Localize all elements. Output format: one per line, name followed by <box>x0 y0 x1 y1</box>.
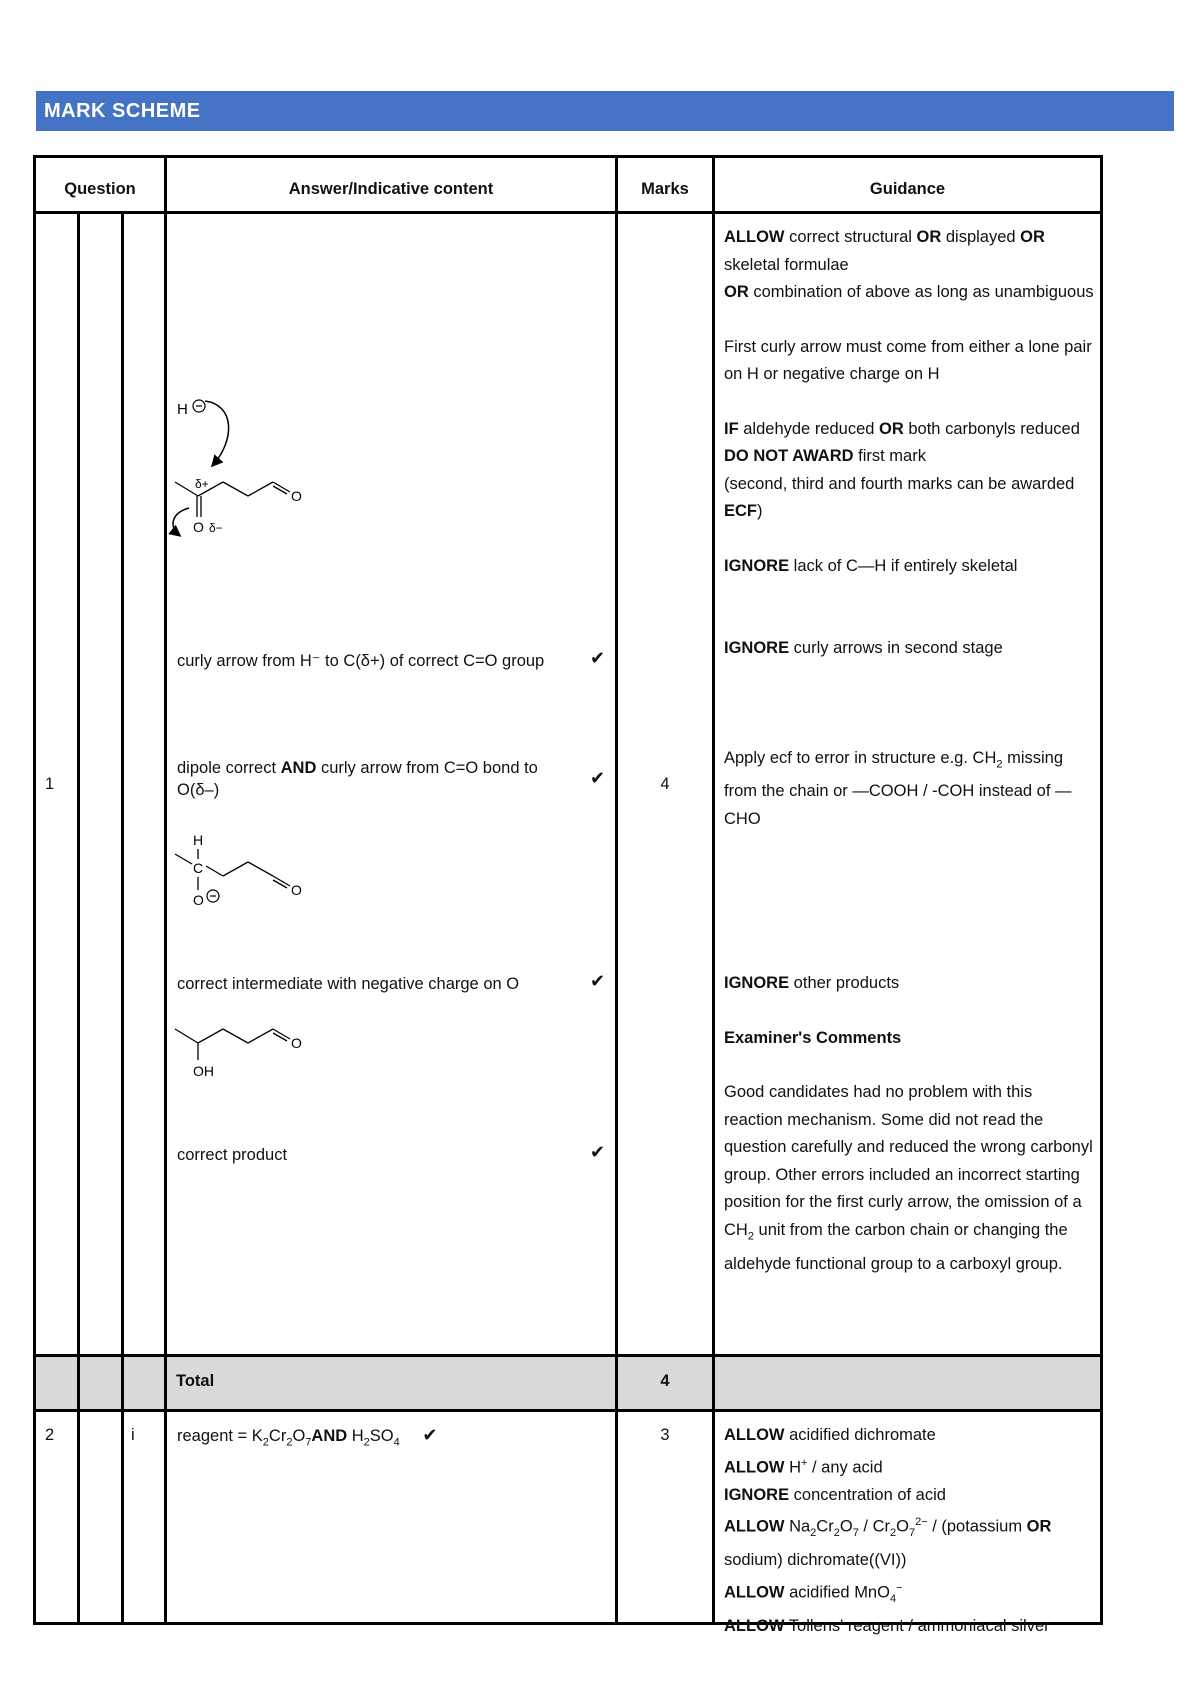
tick-icon: ✔ <box>590 971 606 991</box>
answer-line-2 <box>177 757 577 801</box>
intermediate-structure <box>165 830 365 920</box>
total-label: Total <box>176 1372 215 1390</box>
answer-line-2-pre: dipole correct <box>177 759 281 777</box>
guidance-apply-ecf: Apply ecf to error in structure e.g. $CH_2$ missing from the chain or —COOH / -COH instead of —CHO <box>724 748 1072 828</box>
header-guidance: Guidance <box>869 180 946 198</box>
aldehyde-o-label: O <box>291 488 302 504</box>
total-marks: 4 <box>660 1372 670 1390</box>
intermediate-o-right: O <box>291 882 302 898</box>
guidance-or-combination: OR combination of above as long as unambiguous <box>724 283 1094 301</box>
guidance-ignore-concentration: IGNORE concentration of acid <box>724 1485 946 1504</box>
product-oh-label: OH <box>193 1063 214 1079</box>
answer-line-4: correct product <box>177 1146 288 1164</box>
answer-line-1: curly arrow from H⁻ to C(δ+) of correct C=O group <box>177 652 545 670</box>
examiners-comments-text: Good candidates had no problem with this reaction mechanism. Some did not read the question carefully and reduced the wrong carbonyl group. Other errors included an incorrect starting position for the first curly arrow, the omission of a $CH_2$ unit from the carbon chain or changing the aldehyde functional group to a carboxyl group. <box>724 1083 1093 1273</box>
answer-line-2-post: curly arrow from C=O bond to O(δ–) <box>177 759 538 799</box>
answer-line-2-bold: AND <box>280 759 317 777</box>
guidance-ecf: (second, third and fourth marks can be awarded ECF) <box>724 474 1075 520</box>
guidance-allow-permanganate: ALLOW acidified MnO$_4$− <box>724 1581 903 1605</box>
q2-marks: 3 <box>660 1426 670 1444</box>
intermediate-c-label: C <box>193 860 204 876</box>
guidance-allow-formulae: ALLOW correct structural OR displayed OR skeletal formulae <box>724 228 1045 274</box>
examiners-comments-heading: Examiner's Comments <box>724 1028 902 1047</box>
q2-answer: reagent = $K_2Cr_2O_7AND$ $H_2SO_4$ ✔ <box>177 1425 438 1449</box>
header-marks: Marks <box>641 180 689 198</box>
delta-minus-label: δ− <box>209 521 223 535</box>
tick-icon: ✔ <box>590 648 606 668</box>
guidance-allow-acid: ALLOW H+ / any acid <box>724 1456 883 1476</box>
intermediate-o-bottom: O <box>193 892 204 908</box>
mechanism-structure-1 <box>165 395 365 555</box>
ketone-o-label: O <box>193 519 204 535</box>
guidance-allow-dichromate: ALLOW acidified dichromate <box>724 1426 936 1444</box>
q2-guidance <box>724 1422 1094 1641</box>
q1-number: 1 <box>45 775 55 793</box>
q2-part: i <box>131 1426 135 1444</box>
guidance-if-aldehyde: IF aldehyde reduced OR both carbonyls reduced <box>724 419 1080 438</box>
guidance-first-arrow: First curly arrow must come from either a lone pair on H or negative charge on H <box>724 337 1092 383</box>
q1-marks: 4 <box>660 775 670 793</box>
intermediate-h-label: H <box>193 832 204 848</box>
guidance-allow-sodium-dichromate: ALLOW $Na_2Cr_2O_7 / Cr_2O_7^{2-}$ / (potassium OR sodium) dichromate((VI)) <box>724 1516 1052 1570</box>
tick-icon: ✔ <box>590 768 606 788</box>
delta-plus-label: δ+ <box>195 477 209 491</box>
q1-guidance <box>724 224 1094 1278</box>
product-structure <box>165 1020 365 1090</box>
tick-icon: ✔ <box>422 1425 438 1445</box>
q2-number: 2 <box>45 1426 55 1444</box>
mark-scheme-banner: MARK SCHEME <box>36 91 1174 131</box>
curly-arrow-icon <box>205 401 229 465</box>
header-question: Question <box>64 180 136 198</box>
curly-arrow-icon <box>173 508 189 535</box>
hydride-h-label: H <box>177 401 188 418</box>
header-answer: Answer/Indicative content <box>288 180 494 198</box>
guidance-ignore-arrows: IGNORE curly arrows in second stage <box>724 639 1003 657</box>
guidance-ignore-products: IGNORE other products <box>724 974 900 993</box>
guidance-ignore-ch: IGNORE lack of C—H if entirely skeletal <box>724 556 1018 575</box>
product-o-right: O <box>291 1035 302 1051</box>
guidance-allow-tollens: ALLOW Tollens' reagent / ammoniacal silver <box>724 1617 1050 1636</box>
answer-line-3: correct intermediate with negative charge on O <box>177 975 520 993</box>
guidance-do-not-award: DO NOT AWARD first mark <box>724 447 926 465</box>
tick-icon: ✔ <box>590 1142 606 1162</box>
